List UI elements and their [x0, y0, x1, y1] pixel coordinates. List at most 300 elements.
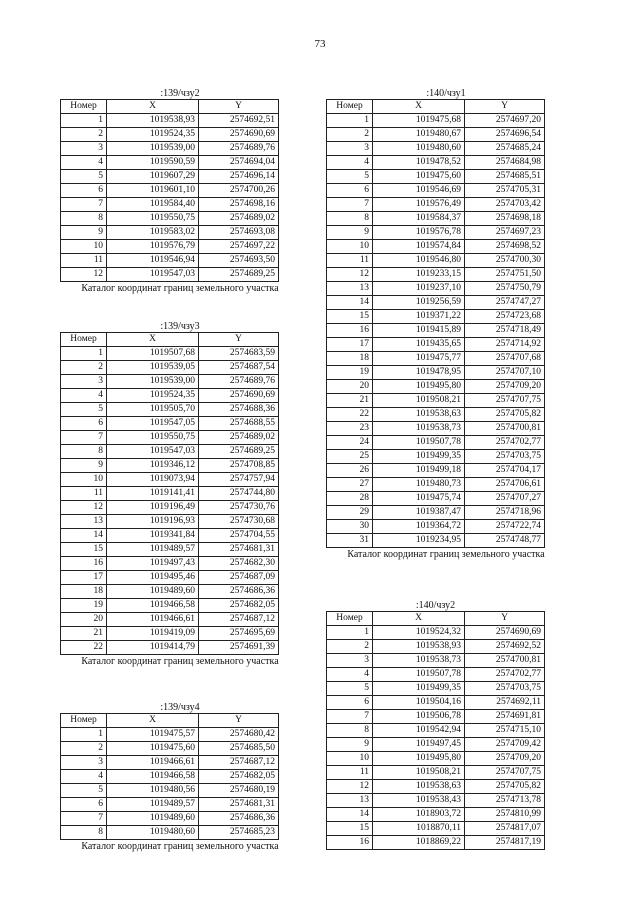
y-coordinate-cell: 2574690,69 [199, 389, 279, 403]
table-row [61, 557, 279, 571]
coordinates-table [60, 713, 279, 840]
table-row [327, 142, 545, 156]
y-coordinate-cell: 2574680,42 [199, 728, 279, 742]
y-coordinate-cell: 2574689,76 [199, 375, 279, 389]
table-row [327, 520, 545, 534]
y-coordinate-cell: 2574688,36 [199, 403, 279, 417]
table-row [327, 366, 545, 380]
table-row [61, 515, 279, 529]
table-row [327, 752, 545, 766]
table-title: :139/чзу4 [160, 702, 200, 713]
y-coordinate-cell: 2574747,27 [465, 296, 545, 310]
table-row [61, 473, 279, 487]
table-row [327, 682, 545, 696]
y-coordinate-cell: 2574696,54 [465, 128, 545, 142]
table-row [61, 571, 279, 585]
point-number-cell: 31 [327, 534, 373, 548]
point-number-cell: 4 [61, 156, 107, 170]
point-number-cell: 12 [61, 268, 107, 282]
x-coordinate-cell: 1019576,49 [373, 198, 465, 212]
point-number-cell: 14 [327, 808, 373, 822]
y-coordinate-cell: 2574692,52 [465, 640, 545, 654]
point-number-cell: 21 [61, 627, 107, 641]
table-row [61, 826, 279, 840]
x-coordinate-cell: 1019480,60 [373, 142, 465, 156]
x-coordinate-cell: 1019547,05 [107, 417, 199, 431]
table-row [327, 724, 545, 738]
table-row [61, 756, 279, 770]
x-coordinate-cell: 1019489,60 [107, 585, 199, 599]
x-coordinate-cell: 1019574,84 [373, 240, 465, 254]
table-block [60, 86, 300, 294]
x-coordinate-cell: 1019538,93 [373, 640, 465, 654]
point-number-cell: 5 [61, 170, 107, 184]
point-number-cell: 1 [61, 347, 107, 361]
y-coordinate-cell: 2574730,68 [199, 515, 279, 529]
x-coordinate-cell: 1019141,41 [107, 487, 199, 501]
table-row [327, 436, 545, 450]
y-coordinate-cell: 2574697,20 [465, 114, 545, 128]
point-number-cell: 8 [61, 445, 107, 459]
table-row [327, 254, 545, 268]
x-coordinate-cell: 1019466,61 [107, 756, 199, 770]
y-coordinate-cell: 2574696,14 [199, 170, 279, 184]
y-coordinate-cell: 2574687,12 [199, 756, 279, 770]
x-coordinate-cell: 1019478,52 [373, 156, 465, 170]
y-coordinate-cell: 2574690,69 [199, 128, 279, 142]
y-coordinate-cell: 2574688,55 [199, 417, 279, 431]
table-row [327, 696, 545, 710]
point-number-cell: 10 [61, 240, 107, 254]
y-coordinate-cell: 2574682,05 [199, 770, 279, 784]
x-coordinate-cell: 1019495,46 [107, 571, 199, 585]
point-number-cell: 6 [61, 798, 107, 812]
x-coordinate-cell: 1019505,70 [107, 403, 199, 417]
table-row [61, 142, 279, 156]
x-coordinate-cell: 1019489,57 [107, 798, 199, 812]
table-row [327, 128, 545, 142]
y-coordinate-cell: 2574683,59 [199, 347, 279, 361]
point-number-cell: 13 [61, 515, 107, 529]
table-row [61, 529, 279, 543]
table-row [327, 394, 545, 408]
point-number-cell: 2 [327, 640, 373, 654]
point-number-cell: 8 [61, 826, 107, 840]
table-row [61, 389, 279, 403]
table-row [61, 641, 279, 655]
x-coordinate-cell: 1019524,35 [107, 128, 199, 142]
table-row [327, 534, 545, 548]
table-row [327, 184, 545, 198]
table-row [327, 380, 545, 394]
x-coordinate-cell: 1019546,80 [373, 254, 465, 268]
column-header-number: Номер [61, 333, 107, 347]
x-coordinate-cell: 1019466,61 [107, 613, 199, 627]
table-row [61, 728, 279, 742]
point-number-cell: 8 [327, 212, 373, 226]
point-number-cell: 6 [327, 184, 373, 198]
column-header-x: X [373, 100, 465, 114]
header-row [61, 714, 279, 728]
y-coordinate-cell: 2574704,55 [199, 529, 279, 543]
point-number-cell: 18 [327, 352, 373, 366]
point-number-cell: 15 [327, 310, 373, 324]
y-coordinate-cell: 2574707,75 [465, 394, 545, 408]
point-number-cell: 2 [61, 128, 107, 142]
table-row [327, 408, 545, 422]
point-number-cell: 15 [327, 822, 373, 836]
table-title: :139/чзу2 [160, 88, 200, 99]
point-number-cell: 26 [327, 464, 373, 478]
x-coordinate-cell: 1019550,75 [107, 212, 199, 226]
table-row [61, 812, 279, 826]
y-coordinate-cell: 2574689,76 [199, 142, 279, 156]
point-number-cell: 3 [327, 654, 373, 668]
y-coordinate-cell: 2574708,85 [199, 459, 279, 473]
y-coordinate-cell: 2574685,50 [199, 742, 279, 756]
table-row [327, 114, 545, 128]
table-row [61, 543, 279, 557]
point-number-cell: 16 [327, 324, 373, 338]
x-coordinate-cell: 1019196,49 [107, 501, 199, 515]
point-number-cell: 16 [327, 836, 373, 850]
coordinates-table [326, 611, 545, 850]
column-header-y: Y [199, 714, 279, 728]
point-number-cell: 6 [61, 417, 107, 431]
point-number-cell: 24 [327, 436, 373, 450]
point-number-cell: 2 [61, 361, 107, 375]
y-coordinate-cell: 2574693,08 [199, 226, 279, 240]
point-number-cell: 20 [327, 380, 373, 394]
point-number-cell: 4 [61, 770, 107, 784]
y-coordinate-cell: 2574707,68 [465, 352, 545, 366]
x-coordinate-cell: 1018869,22 [373, 836, 465, 850]
y-coordinate-cell: 2574703,75 [465, 682, 545, 696]
table-row [61, 361, 279, 375]
x-coordinate-cell: 1019590,59 [107, 156, 199, 170]
table-row [61, 445, 279, 459]
y-coordinate-cell: 2574744,80 [199, 487, 279, 501]
column-header-x: X [107, 714, 199, 728]
point-number-cell: 3 [61, 756, 107, 770]
point-number-cell: 8 [327, 724, 373, 738]
table-row [61, 240, 279, 254]
y-coordinate-cell: 2574695,69 [199, 627, 279, 641]
table-row [327, 268, 545, 282]
y-coordinate-cell: 2574689,02 [199, 212, 279, 226]
y-coordinate-cell: 2574685,51 [465, 170, 545, 184]
x-coordinate-cell: 1019196,93 [107, 515, 199, 529]
x-coordinate-cell: 1019475,57 [107, 728, 199, 742]
x-coordinate-cell: 1019499,35 [373, 450, 465, 464]
y-coordinate-cell: 2574700,26 [199, 184, 279, 198]
table-row [61, 613, 279, 627]
y-coordinate-cell: 2574682,30 [199, 557, 279, 571]
table-row [327, 338, 545, 352]
y-coordinate-cell: 2574704,17 [465, 464, 545, 478]
y-coordinate-cell: 2574685,24 [465, 142, 545, 156]
y-coordinate-cell: 2574689,02 [199, 431, 279, 445]
column-header-number: Номер [61, 714, 107, 728]
x-coordinate-cell: 1019489,57 [107, 543, 199, 557]
y-coordinate-cell: 2574748,77 [465, 534, 545, 548]
x-coordinate-cell: 1018903,72 [373, 808, 465, 822]
point-number-cell: 14 [61, 529, 107, 543]
point-number-cell: 5 [61, 784, 107, 798]
header-row [61, 333, 279, 347]
x-coordinate-cell: 1019507,68 [107, 347, 199, 361]
y-coordinate-cell: 2574702,77 [465, 436, 545, 450]
x-coordinate-cell: 1019538,93 [107, 114, 199, 128]
coordinates-table [60, 99, 279, 282]
x-coordinate-cell: 1019584,37 [373, 212, 465, 226]
table-row [327, 464, 545, 478]
y-coordinate-cell: 2574698,18 [465, 212, 545, 226]
x-coordinate-cell: 1019371,22 [373, 310, 465, 324]
y-coordinate-cell: 2574709,20 [465, 380, 545, 394]
point-number-cell: 4 [327, 668, 373, 682]
table-row [327, 626, 545, 640]
x-coordinate-cell: 1019414,79 [107, 641, 199, 655]
table-caption: Каталог координат границ земельного участка [81, 841, 279, 852]
x-coordinate-cell: 1019234,95 [373, 534, 465, 548]
x-coordinate-cell: 1019495,80 [373, 380, 465, 394]
x-coordinate-cell: 1019538,73 [373, 654, 465, 668]
x-coordinate-cell: 1019497,43 [107, 557, 199, 571]
point-number-cell: 12 [61, 501, 107, 515]
table-row [327, 198, 545, 212]
point-number-cell: 6 [327, 696, 373, 710]
table-row [61, 417, 279, 431]
table-row [327, 352, 545, 366]
table-row [327, 780, 545, 794]
y-coordinate-cell: 2574751,50 [465, 268, 545, 282]
point-number-cell: 1 [61, 728, 107, 742]
table-row [61, 254, 279, 268]
x-coordinate-cell: 1019237,10 [373, 282, 465, 296]
y-coordinate-cell: 2574685,23 [199, 826, 279, 840]
x-coordinate-cell: 1019539,00 [107, 375, 199, 389]
point-number-cell: 9 [61, 459, 107, 473]
y-coordinate-cell: 2574697,22 [199, 240, 279, 254]
x-coordinate-cell: 1019387,47 [373, 506, 465, 520]
x-coordinate-cell: 1019480,60 [107, 826, 199, 840]
table-row [61, 170, 279, 184]
x-coordinate-cell: 1019546,69 [373, 184, 465, 198]
y-coordinate-cell: 2574715,10 [465, 724, 545, 738]
y-coordinate-cell: 2574681,31 [199, 798, 279, 812]
x-coordinate-cell: 1019233,15 [373, 268, 465, 282]
x-coordinate-cell: 1019480,56 [107, 784, 199, 798]
point-number-cell: 3 [327, 142, 373, 156]
point-number-cell: 9 [327, 226, 373, 240]
table-caption: Каталог координат границ земельного участка [81, 283, 279, 294]
y-coordinate-cell: 2574697,23 [465, 226, 545, 240]
x-coordinate-cell: 1019583,02 [107, 226, 199, 240]
x-coordinate-cell: 1019499,35 [373, 682, 465, 696]
table-row [327, 212, 545, 226]
point-number-cell: 12 [327, 780, 373, 794]
point-number-cell: 10 [327, 240, 373, 254]
point-number-cell: 11 [327, 766, 373, 780]
table-block [326, 86, 566, 560]
point-number-cell: 20 [61, 613, 107, 627]
table-caption: Каталог координат границ земельного участка [347, 549, 545, 560]
x-coordinate-cell: 1019508,21 [373, 766, 465, 780]
table-row [61, 459, 279, 473]
point-number-cell: 6 [61, 184, 107, 198]
x-coordinate-cell: 1019547,03 [107, 445, 199, 459]
table-row [327, 310, 545, 324]
header-row [61, 100, 279, 114]
point-number-cell: 2 [61, 742, 107, 756]
x-coordinate-cell: 1019504,16 [373, 696, 465, 710]
y-coordinate-cell: 2574707,10 [465, 366, 545, 380]
table-row [327, 836, 545, 850]
y-coordinate-cell: 2574810,99 [465, 808, 545, 822]
y-coordinate-cell: 2574817,07 [465, 822, 545, 836]
point-number-cell: 11 [327, 254, 373, 268]
x-coordinate-cell: 1019489,60 [107, 812, 199, 826]
point-number-cell: 16 [61, 557, 107, 571]
table-row [61, 784, 279, 798]
table-row [327, 808, 545, 822]
table-row [61, 128, 279, 142]
table-row [61, 501, 279, 515]
y-coordinate-cell: 2574681,31 [199, 543, 279, 557]
point-number-cell: 7 [327, 198, 373, 212]
table-row [61, 226, 279, 240]
x-coordinate-cell: 1019497,45 [373, 738, 465, 752]
x-coordinate-cell: 1019419,09 [107, 627, 199, 641]
y-coordinate-cell: 2574687,09 [199, 571, 279, 585]
x-coordinate-cell: 1019542,94 [373, 724, 465, 738]
y-coordinate-cell: 2574722,74 [465, 520, 545, 534]
column-header-number: Номер [61, 100, 107, 114]
header-row [327, 100, 545, 114]
x-coordinate-cell: 1019073,94 [107, 473, 199, 487]
point-number-cell: 4 [327, 156, 373, 170]
table-block [60, 319, 300, 667]
x-coordinate-cell: 1019538,43 [373, 794, 465, 808]
y-coordinate-cell: 2574700,81 [465, 422, 545, 436]
y-coordinate-cell: 2574686,36 [199, 812, 279, 826]
table-row [327, 226, 545, 240]
point-number-cell: 17 [61, 571, 107, 585]
point-number-cell: 10 [327, 752, 373, 766]
x-coordinate-cell: 1019607,29 [107, 170, 199, 184]
table-row [61, 627, 279, 641]
x-coordinate-cell: 1019539,05 [107, 361, 199, 375]
point-number-cell: 13 [327, 282, 373, 296]
y-coordinate-cell: 2574691,81 [465, 710, 545, 724]
table-row [327, 822, 545, 836]
column-header-y: Y [465, 100, 545, 114]
y-coordinate-cell: 2574702,77 [465, 668, 545, 682]
x-coordinate-cell: 1019538,63 [373, 780, 465, 794]
table-row [61, 403, 279, 417]
header-row [327, 612, 545, 626]
point-number-cell: 28 [327, 492, 373, 506]
point-number-cell: 5 [327, 682, 373, 696]
point-number-cell: 3 [61, 375, 107, 389]
point-number-cell: 12 [327, 268, 373, 282]
point-number-cell: 14 [327, 296, 373, 310]
x-coordinate-cell: 1019584,40 [107, 198, 199, 212]
y-coordinate-cell: 2574705,82 [465, 408, 545, 422]
column-header-y: Y [199, 100, 279, 114]
table-row [61, 431, 279, 445]
y-coordinate-cell: 2574718,96 [465, 506, 545, 520]
table-row [327, 450, 545, 464]
x-coordinate-cell: 1019435,65 [373, 338, 465, 352]
y-coordinate-cell: 2574757,94 [199, 473, 279, 487]
x-coordinate-cell: 1019538,63 [373, 408, 465, 422]
y-coordinate-cell: 2574706,61 [465, 478, 545, 492]
point-number-cell: 1 [327, 114, 373, 128]
y-coordinate-cell: 2574703,42 [465, 198, 545, 212]
point-number-cell: 1 [61, 114, 107, 128]
y-coordinate-cell: 2574817,19 [465, 836, 545, 850]
y-coordinate-cell: 2574687,54 [199, 361, 279, 375]
y-coordinate-cell: 2574692,51 [199, 114, 279, 128]
table-row [327, 324, 545, 338]
x-coordinate-cell: 1019539,00 [107, 142, 199, 156]
table-row [327, 492, 545, 506]
y-coordinate-cell: 2574694,04 [199, 156, 279, 170]
table-row [327, 296, 545, 310]
x-coordinate-cell: 1019546,94 [107, 254, 199, 268]
point-number-cell: 7 [61, 431, 107, 445]
y-coordinate-cell: 2574713,78 [465, 794, 545, 808]
point-number-cell: 23 [327, 422, 373, 436]
table-row [327, 738, 545, 752]
table-row [61, 156, 279, 170]
table-row [61, 742, 279, 756]
x-coordinate-cell: 1019524,32 [373, 626, 465, 640]
x-coordinate-cell: 1019508,21 [373, 394, 465, 408]
y-coordinate-cell: 2574680,19 [199, 784, 279, 798]
point-number-cell: 18 [61, 585, 107, 599]
x-coordinate-cell: 1019256,59 [373, 296, 465, 310]
point-number-cell: 7 [61, 198, 107, 212]
table-row [327, 668, 545, 682]
table-row [327, 654, 545, 668]
x-coordinate-cell: 1019341,84 [107, 529, 199, 543]
y-coordinate-cell: 2574698,52 [465, 240, 545, 254]
x-coordinate-cell: 1018870,11 [373, 822, 465, 836]
point-number-cell: 7 [61, 812, 107, 826]
y-coordinate-cell: 2574723,68 [465, 310, 545, 324]
y-coordinate-cell: 2574698,16 [199, 198, 279, 212]
point-number-cell: 22 [61, 641, 107, 655]
x-coordinate-cell: 1019364,72 [373, 520, 465, 534]
y-coordinate-cell: 2574730,76 [199, 501, 279, 515]
table-row [327, 156, 545, 170]
point-number-cell: 11 [61, 254, 107, 268]
table-caption: Каталог координат границ земельного участка [81, 656, 279, 667]
table-row [61, 585, 279, 599]
table-title: :140/чзу2 [415, 600, 456, 611]
column-header-y: Y [465, 612, 545, 626]
point-number-cell: 15 [61, 543, 107, 557]
y-coordinate-cell: 2574693,50 [199, 254, 279, 268]
table-row [327, 506, 545, 520]
x-coordinate-cell: 1019547,03 [107, 268, 199, 282]
coordinates-table [60, 332, 279, 655]
point-number-cell: 7 [327, 710, 373, 724]
table-row [61, 114, 279, 128]
